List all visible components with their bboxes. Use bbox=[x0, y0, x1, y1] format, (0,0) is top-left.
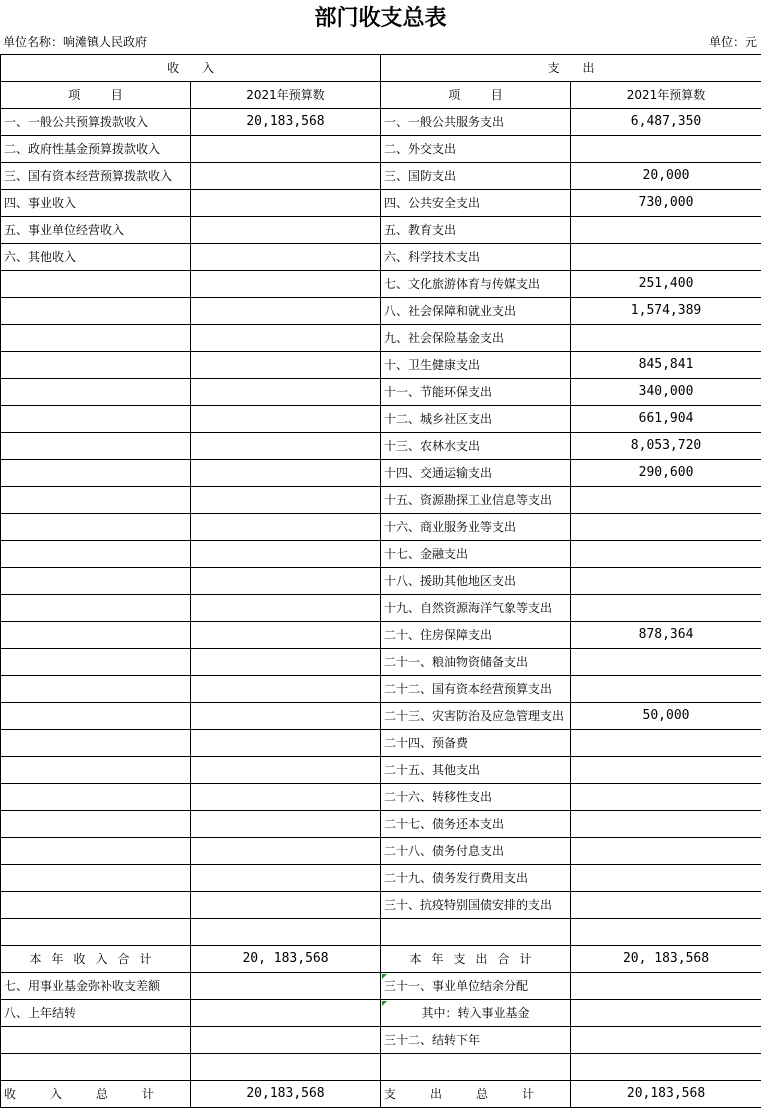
income-amount-cell bbox=[191, 595, 381, 622]
income-item-cell bbox=[1, 514, 191, 541]
table-row bbox=[1, 1027, 761, 1054]
year-income-total-label: 本年收入合计 bbox=[1, 946, 191, 973]
income-item-cell bbox=[1, 865, 191, 892]
income-item-cell bbox=[1, 676, 191, 703]
income-amount-cell bbox=[191, 973, 381, 1000]
comment-marker-icon bbox=[382, 1001, 387, 1006]
income-item-cell bbox=[1, 892, 191, 919]
income-amount-cell bbox=[191, 892, 381, 919]
income-amount-cell bbox=[191, 1054, 381, 1081]
header-expense: 支 出 bbox=[381, 55, 761, 82]
table-row bbox=[1, 811, 761, 838]
income-amount-cell bbox=[191, 433, 381, 460]
header-expense-item: 项 目 bbox=[381, 82, 571, 109]
table-row bbox=[1, 487, 761, 514]
table-row bbox=[1, 703, 761, 730]
income-item-cell bbox=[1, 622, 191, 649]
expense-amount-cell: 730,000 bbox=[571, 190, 761, 217]
expense-amount-cell bbox=[571, 730, 761, 757]
income-amount-cell bbox=[191, 622, 381, 649]
income-amount-cell bbox=[191, 649, 381, 676]
table-row bbox=[1, 433, 761, 460]
expense-amount-cell: 661,904 bbox=[571, 406, 761, 433]
income-amount-cell bbox=[191, 325, 381, 352]
table-row bbox=[1, 190, 761, 217]
table-row bbox=[1, 892, 761, 919]
expense-item-cell: 三十、抗疫特别国债安排的支出 bbox=[381, 892, 571, 919]
income-amount-cell bbox=[191, 1027, 381, 1054]
income-amount-cell bbox=[191, 676, 381, 703]
header-income-item: 项 目 bbox=[1, 82, 191, 109]
income-item-cell bbox=[1, 568, 191, 595]
expense-amount-cell bbox=[571, 595, 761, 622]
income-item-cell bbox=[1, 271, 191, 298]
income-item-cell bbox=[1, 595, 191, 622]
header-row-sections bbox=[1, 55, 761, 82]
income-amount-cell bbox=[191, 379, 381, 406]
table-row bbox=[1, 109, 761, 136]
table-row bbox=[1, 865, 761, 892]
expense-amount-cell bbox=[571, 514, 761, 541]
expense-item-cell: 三十一、事业单位结余分配 bbox=[381, 973, 571, 1000]
expense-item-cell: 十六、商业服务业等支出 bbox=[381, 514, 571, 541]
expense-amount-cell: 251,400 bbox=[571, 271, 761, 298]
year-expense-total-amount: 20, 183,568 bbox=[571, 946, 761, 973]
page-title: 部门收支总表 bbox=[314, 6, 447, 31]
expense-amount-cell bbox=[571, 865, 761, 892]
table-row bbox=[1, 298, 761, 325]
expense-item-cell: 二十六、转移性支出 bbox=[381, 784, 571, 811]
income-item-cell bbox=[1, 352, 191, 379]
income-item-cell bbox=[1, 1027, 191, 1054]
expense-amount-cell bbox=[571, 1000, 761, 1027]
table-row bbox=[1, 595, 761, 622]
table-row bbox=[1, 784, 761, 811]
expense-item-cell: 七、文化旅游体育与传媒支出 bbox=[381, 271, 571, 298]
income-amount-cell bbox=[191, 730, 381, 757]
expense-amount-cell: 845,841 bbox=[571, 352, 761, 379]
table-row bbox=[1, 514, 761, 541]
expense-item-cell: 二十、住房保障支出 bbox=[381, 622, 571, 649]
income-item-cell bbox=[1, 838, 191, 865]
grand-expense-total-amount: 20,183,568 bbox=[571, 1081, 761, 1108]
income-amount-cell bbox=[191, 757, 381, 784]
income-amount-cell bbox=[191, 190, 381, 217]
income-amount-cell bbox=[191, 811, 381, 838]
unit-name-label: 单位名称：响滩镇人民政府 bbox=[3, 35, 148, 49]
expense-item-cell: 二十七、债务还本支出 bbox=[381, 811, 571, 838]
year-total-row bbox=[1, 946, 761, 973]
income-item-cell: 二、政府性基金预算拨款收入 bbox=[1, 136, 191, 163]
expense-amount-cell bbox=[571, 838, 761, 865]
income-item-cell bbox=[1, 487, 191, 514]
income-item-cell bbox=[1, 298, 191, 325]
income-item-cell bbox=[1, 919, 191, 946]
expense-amount-cell bbox=[571, 919, 761, 946]
expense-item-cell: 九、社会保险基金支出 bbox=[381, 325, 571, 352]
income-item-cell: 四、事业收入 bbox=[1, 190, 191, 217]
year-expense-total-label: 本年支出合计 bbox=[381, 946, 571, 973]
expense-item-cell: 十一、节能环保支出 bbox=[381, 379, 571, 406]
table-row bbox=[1, 217, 761, 244]
table-row bbox=[1, 352, 761, 379]
expense-amount-cell bbox=[571, 244, 761, 271]
expense-item-cell: 一、一般公共服务支出 bbox=[381, 109, 571, 136]
table-row bbox=[1, 838, 761, 865]
income-item-cell: 八、上年结转 bbox=[1, 1000, 191, 1027]
table-row bbox=[1, 568, 761, 595]
expense-item-cell: 其中：转入事业基金 bbox=[381, 1000, 571, 1027]
income-amount-cell bbox=[191, 352, 381, 379]
grand-expense-total-label: 支出总计 bbox=[381, 1081, 571, 1108]
income-amount-cell bbox=[191, 838, 381, 865]
expense-item-cell: 二十九、债务发行费用支出 bbox=[381, 865, 571, 892]
income-amount-cell bbox=[191, 541, 381, 568]
expense-amount-cell bbox=[571, 325, 761, 352]
expense-item-cell: 二十三、灾害防治及应急管理支出 bbox=[381, 703, 571, 730]
header-expense-budget: 2021年预算数 bbox=[571, 82, 761, 109]
grand-income-total-label: 收入总计 bbox=[1, 1081, 191, 1108]
income-amount-cell bbox=[191, 271, 381, 298]
income-amount-cell bbox=[191, 865, 381, 892]
table-row bbox=[1, 406, 761, 433]
grand-income-total-amount: 20,183,568 bbox=[191, 1081, 381, 1108]
income-amount-cell bbox=[191, 568, 381, 595]
budget-table-body bbox=[1, 55, 761, 1108]
table-row bbox=[1, 163, 761, 190]
expense-amount-cell bbox=[571, 1027, 761, 1054]
income-item-cell bbox=[1, 460, 191, 487]
income-amount-cell bbox=[191, 217, 381, 244]
table-row bbox=[1, 541, 761, 568]
income-amount-cell: 20,183,568 bbox=[191, 109, 381, 136]
income-amount-cell bbox=[191, 487, 381, 514]
income-item-cell bbox=[1, 703, 191, 730]
expense-amount-cell bbox=[571, 136, 761, 163]
income-item-cell: 七、用事业基金弥补收支差额 bbox=[1, 973, 191, 1000]
unit-currency-label: 单位：元 bbox=[708, 35, 757, 49]
income-amount-cell bbox=[191, 163, 381, 190]
expense-amount-cell: 50,000 bbox=[571, 703, 761, 730]
expense-item-cell: 十二、城乡社区支出 bbox=[381, 406, 571, 433]
expense-amount-cell: 878,364 bbox=[571, 622, 761, 649]
expense-item-cell: 八、社会保障和就业支出 bbox=[381, 298, 571, 325]
expense-item-cell: 四、公共安全支出 bbox=[381, 190, 571, 217]
header-income-budget: 2021年预算数 bbox=[191, 82, 381, 109]
income-item-cell bbox=[1, 811, 191, 838]
expense-amount-cell: 6,487,350 bbox=[571, 109, 761, 136]
expense-amount-cell: 1,574,389 bbox=[571, 298, 761, 325]
table-row bbox=[1, 676, 761, 703]
expense-item-cell: 十四、交通运输支出 bbox=[381, 460, 571, 487]
expense-item-cell: 二十一、粮油物资储备支出 bbox=[381, 649, 571, 676]
table-row bbox=[1, 136, 761, 163]
expense-item-cell: 十三、农林水支出 bbox=[381, 433, 571, 460]
income-amount-cell bbox=[191, 406, 381, 433]
table-row bbox=[1, 757, 761, 784]
income-amount-cell bbox=[191, 514, 381, 541]
expense-amount-cell bbox=[571, 973, 761, 1000]
expense-item-cell bbox=[381, 919, 571, 946]
expense-amount-cell bbox=[571, 568, 761, 595]
table-row bbox=[1, 919, 761, 946]
expense-item-cell: 十、卫生健康支出 bbox=[381, 352, 571, 379]
expense-amount-cell: 290,600 bbox=[571, 460, 761, 487]
expense-amount-cell bbox=[571, 541, 761, 568]
income-amount-cell bbox=[191, 244, 381, 271]
expense-item-cell: 十五、资源勘探工业信息等支出 bbox=[381, 487, 571, 514]
income-item-cell bbox=[1, 757, 191, 784]
expense-amount-cell bbox=[571, 1054, 761, 1081]
income-item-cell: 一、一般公共预算拨款收入 bbox=[1, 109, 191, 136]
income-item-cell bbox=[1, 406, 191, 433]
expense-amount-cell bbox=[571, 676, 761, 703]
income-item-cell bbox=[1, 784, 191, 811]
expense-amount-cell bbox=[571, 892, 761, 919]
expense-item-cell: 十九、自然资源海洋气象等支出 bbox=[381, 595, 571, 622]
expense-amount-cell bbox=[571, 811, 761, 838]
expense-item-cell: 十七、金融支出 bbox=[381, 541, 571, 568]
expense-amount-cell bbox=[571, 649, 761, 676]
income-amount-cell bbox=[191, 1000, 381, 1027]
header-income: 收 入 bbox=[1, 55, 381, 82]
year-income-total-amount: 20, 183,568 bbox=[191, 946, 381, 973]
expense-item-cell bbox=[381, 1054, 571, 1081]
income-item-cell bbox=[1, 379, 191, 406]
income-amount-cell bbox=[191, 703, 381, 730]
expense-item-cell: 六、科学技术支出 bbox=[381, 244, 571, 271]
income-item-cell: 五、事业单位经营收入 bbox=[1, 217, 191, 244]
expense-amount-cell: 20,000 bbox=[571, 163, 761, 190]
income-amount-cell bbox=[191, 919, 381, 946]
income-amount-cell bbox=[191, 136, 381, 163]
budget-table bbox=[0, 54, 761, 1108]
income-item-cell bbox=[1, 541, 191, 568]
income-amount-cell bbox=[191, 298, 381, 325]
expense-item-cell: 十八、援助其他地区支出 bbox=[381, 568, 571, 595]
income-item-cell bbox=[1, 433, 191, 460]
expense-amount-cell bbox=[571, 217, 761, 244]
expense-item-cell: 五、教育支出 bbox=[381, 217, 571, 244]
income-item-cell: 三、国有资本经营预算拨款收入 bbox=[1, 163, 191, 190]
income-amount-cell bbox=[191, 460, 381, 487]
expense-amount-cell bbox=[571, 487, 761, 514]
expense-item-cell: 二十五、其他支出 bbox=[381, 757, 571, 784]
expense-amount-cell: 8,053,720 bbox=[571, 433, 761, 460]
expense-item-cell: 三十二、结转下年 bbox=[381, 1027, 571, 1054]
table-row bbox=[1, 460, 761, 487]
table-row bbox=[1, 1054, 761, 1081]
income-item-cell bbox=[1, 730, 191, 757]
grand-total-row bbox=[1, 1081, 761, 1108]
table-row bbox=[1, 622, 761, 649]
expense-item-cell: 二十八、债务付息支出 bbox=[381, 838, 571, 865]
table-row bbox=[1, 271, 761, 298]
expense-item-cell: 二十四、预备费 bbox=[381, 730, 571, 757]
comment-marker-icon bbox=[382, 974, 387, 979]
expense-item-cell: 二十二、国有资本经营预算支出 bbox=[381, 676, 571, 703]
table-row bbox=[1, 379, 761, 406]
expense-amount-cell bbox=[571, 757, 761, 784]
expense-amount-cell: 340,000 bbox=[571, 379, 761, 406]
income-item-cell bbox=[1, 325, 191, 352]
table-row bbox=[1, 244, 761, 271]
table-row bbox=[1, 730, 761, 757]
header-row-columns bbox=[1, 82, 761, 109]
income-item-cell bbox=[1, 649, 191, 676]
income-amount-cell bbox=[191, 784, 381, 811]
income-item-cell: 六、其他收入 bbox=[1, 244, 191, 271]
table-row bbox=[1, 325, 761, 352]
income-item-cell bbox=[1, 1054, 191, 1081]
table-row bbox=[1, 649, 761, 676]
expense-item-cell: 二、外交支出 bbox=[381, 136, 571, 163]
expense-item-cell: 三、国防支出 bbox=[381, 163, 571, 190]
expense-amount-cell bbox=[571, 784, 761, 811]
